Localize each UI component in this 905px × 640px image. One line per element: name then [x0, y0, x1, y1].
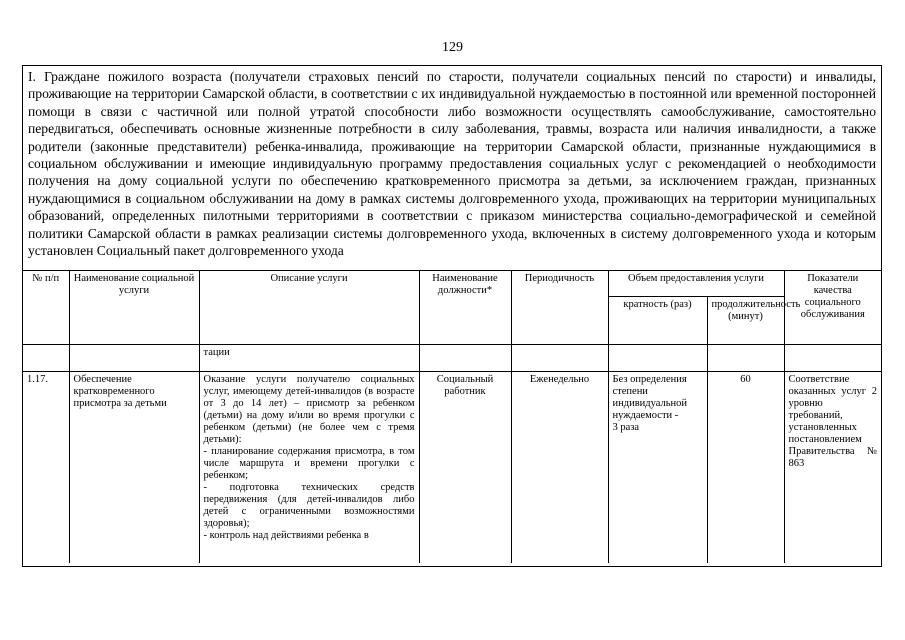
row-duration: 60 [707, 371, 784, 563]
header-volume: Объем предоставления услуги [608, 271, 784, 296]
continuation-text: тации [199, 344, 419, 371]
table-header-row [23, 271, 881, 296]
document-frame [22, 65, 882, 567]
table-row [23, 371, 881, 563]
description-line: - подготовка технических средств передвижения (для детей-инвалидов либо детей с ограниченными возможностями здоровья); [203, 481, 415, 529]
header-duration: продолжительность (минут) [707, 296, 784, 344]
row-description [199, 371, 419, 563]
header-periodicity: Периодичность [511, 271, 608, 344]
header-quality: Показатели качества социального обслуживания [784, 271, 881, 344]
row-num: 1.17. [23, 371, 69, 563]
continuation-row [23, 344, 881, 371]
description-line: Оказание услуги получателю социальных услуг, имеющему детей-инвалидов (в возрасте от 3 до 14 лет) – присмотр за ребенком (детьми) на дому и/или во время прогулки с ребенком (детьми) (не более чем с тремя детьми): [203, 373, 415, 445]
multiplicity-text: Без определения степени индивидуальной нуждаемости - [612, 373, 687, 421]
row-multiplicity [608, 371, 707, 563]
row-position: Социальный работник [419, 371, 511, 563]
page-number: 129 [442, 40, 463, 55]
intro-paragraph: I. Граждане пожилого возраста (получатели страховых пенсий по старости, получатели социальных пенсий по старости) и инвалиды, проживающие на территории Самарской области, в соответствии с их индивидуальной нуждаемостью в постоянной или временной посторонней помощи в связи с частичной или полной утратой способности либо возможности осуществлять самообслуживание, самостоятельно передвигаться, обеспечивать основные жизненные потребности в силу заболевания, травмы, возраста или наличия инвалидности, а также родители (законные представители) ребенка-инвалида, проживающие на территории Самарской области, признанные нуждающимися в социальном обслуживании и имеющие индивидуальную программу предоставления социальных услуг с рекомендацией о необходимости получения на дому социальной услуги по обеспечению кратковременного присмотра за детьми, за исключением граждан, признанных нуждающимися в социальном обслуживании на дому в рамках системы долговременного ухода, проживающих на территории муниципальных образований, определенных пилотными территориями в соответствии с приказом министерства социально-демографической и семейной политики Самарской области в рамках реализации системы долговременного ухода, включенных в систему долговременного ухода и которым установлен Социальный пакет долговременного ухода [23, 66, 881, 271]
services-table [23, 271, 881, 563]
multiplicity-times: 3 раза [612, 421, 640, 433]
row-service-name: Обеспечение кратковременного присмотра за детьми [69, 371, 199, 563]
row-periodicity: Еженедельно [511, 371, 608, 563]
description-line: - планирование содержания присмотра, в том числе маршрута и времени прогулки с ребенком; [203, 445, 415, 481]
header-position: Наименование должности* [419, 271, 511, 344]
header-multiplicity: кратность (раз) [608, 296, 707, 344]
header-num: № п/п [23, 271, 69, 344]
header-service-name: Наименование социальной услуги [69, 271, 199, 344]
header-description: Описание услуги [199, 271, 419, 344]
row-quality: Соответствие оказанных услуг 2 уровню требований, установленных постановлением Правительства № 863 [784, 371, 881, 563]
description-line: - контроль над действиями ребенка в [203, 529, 369, 541]
